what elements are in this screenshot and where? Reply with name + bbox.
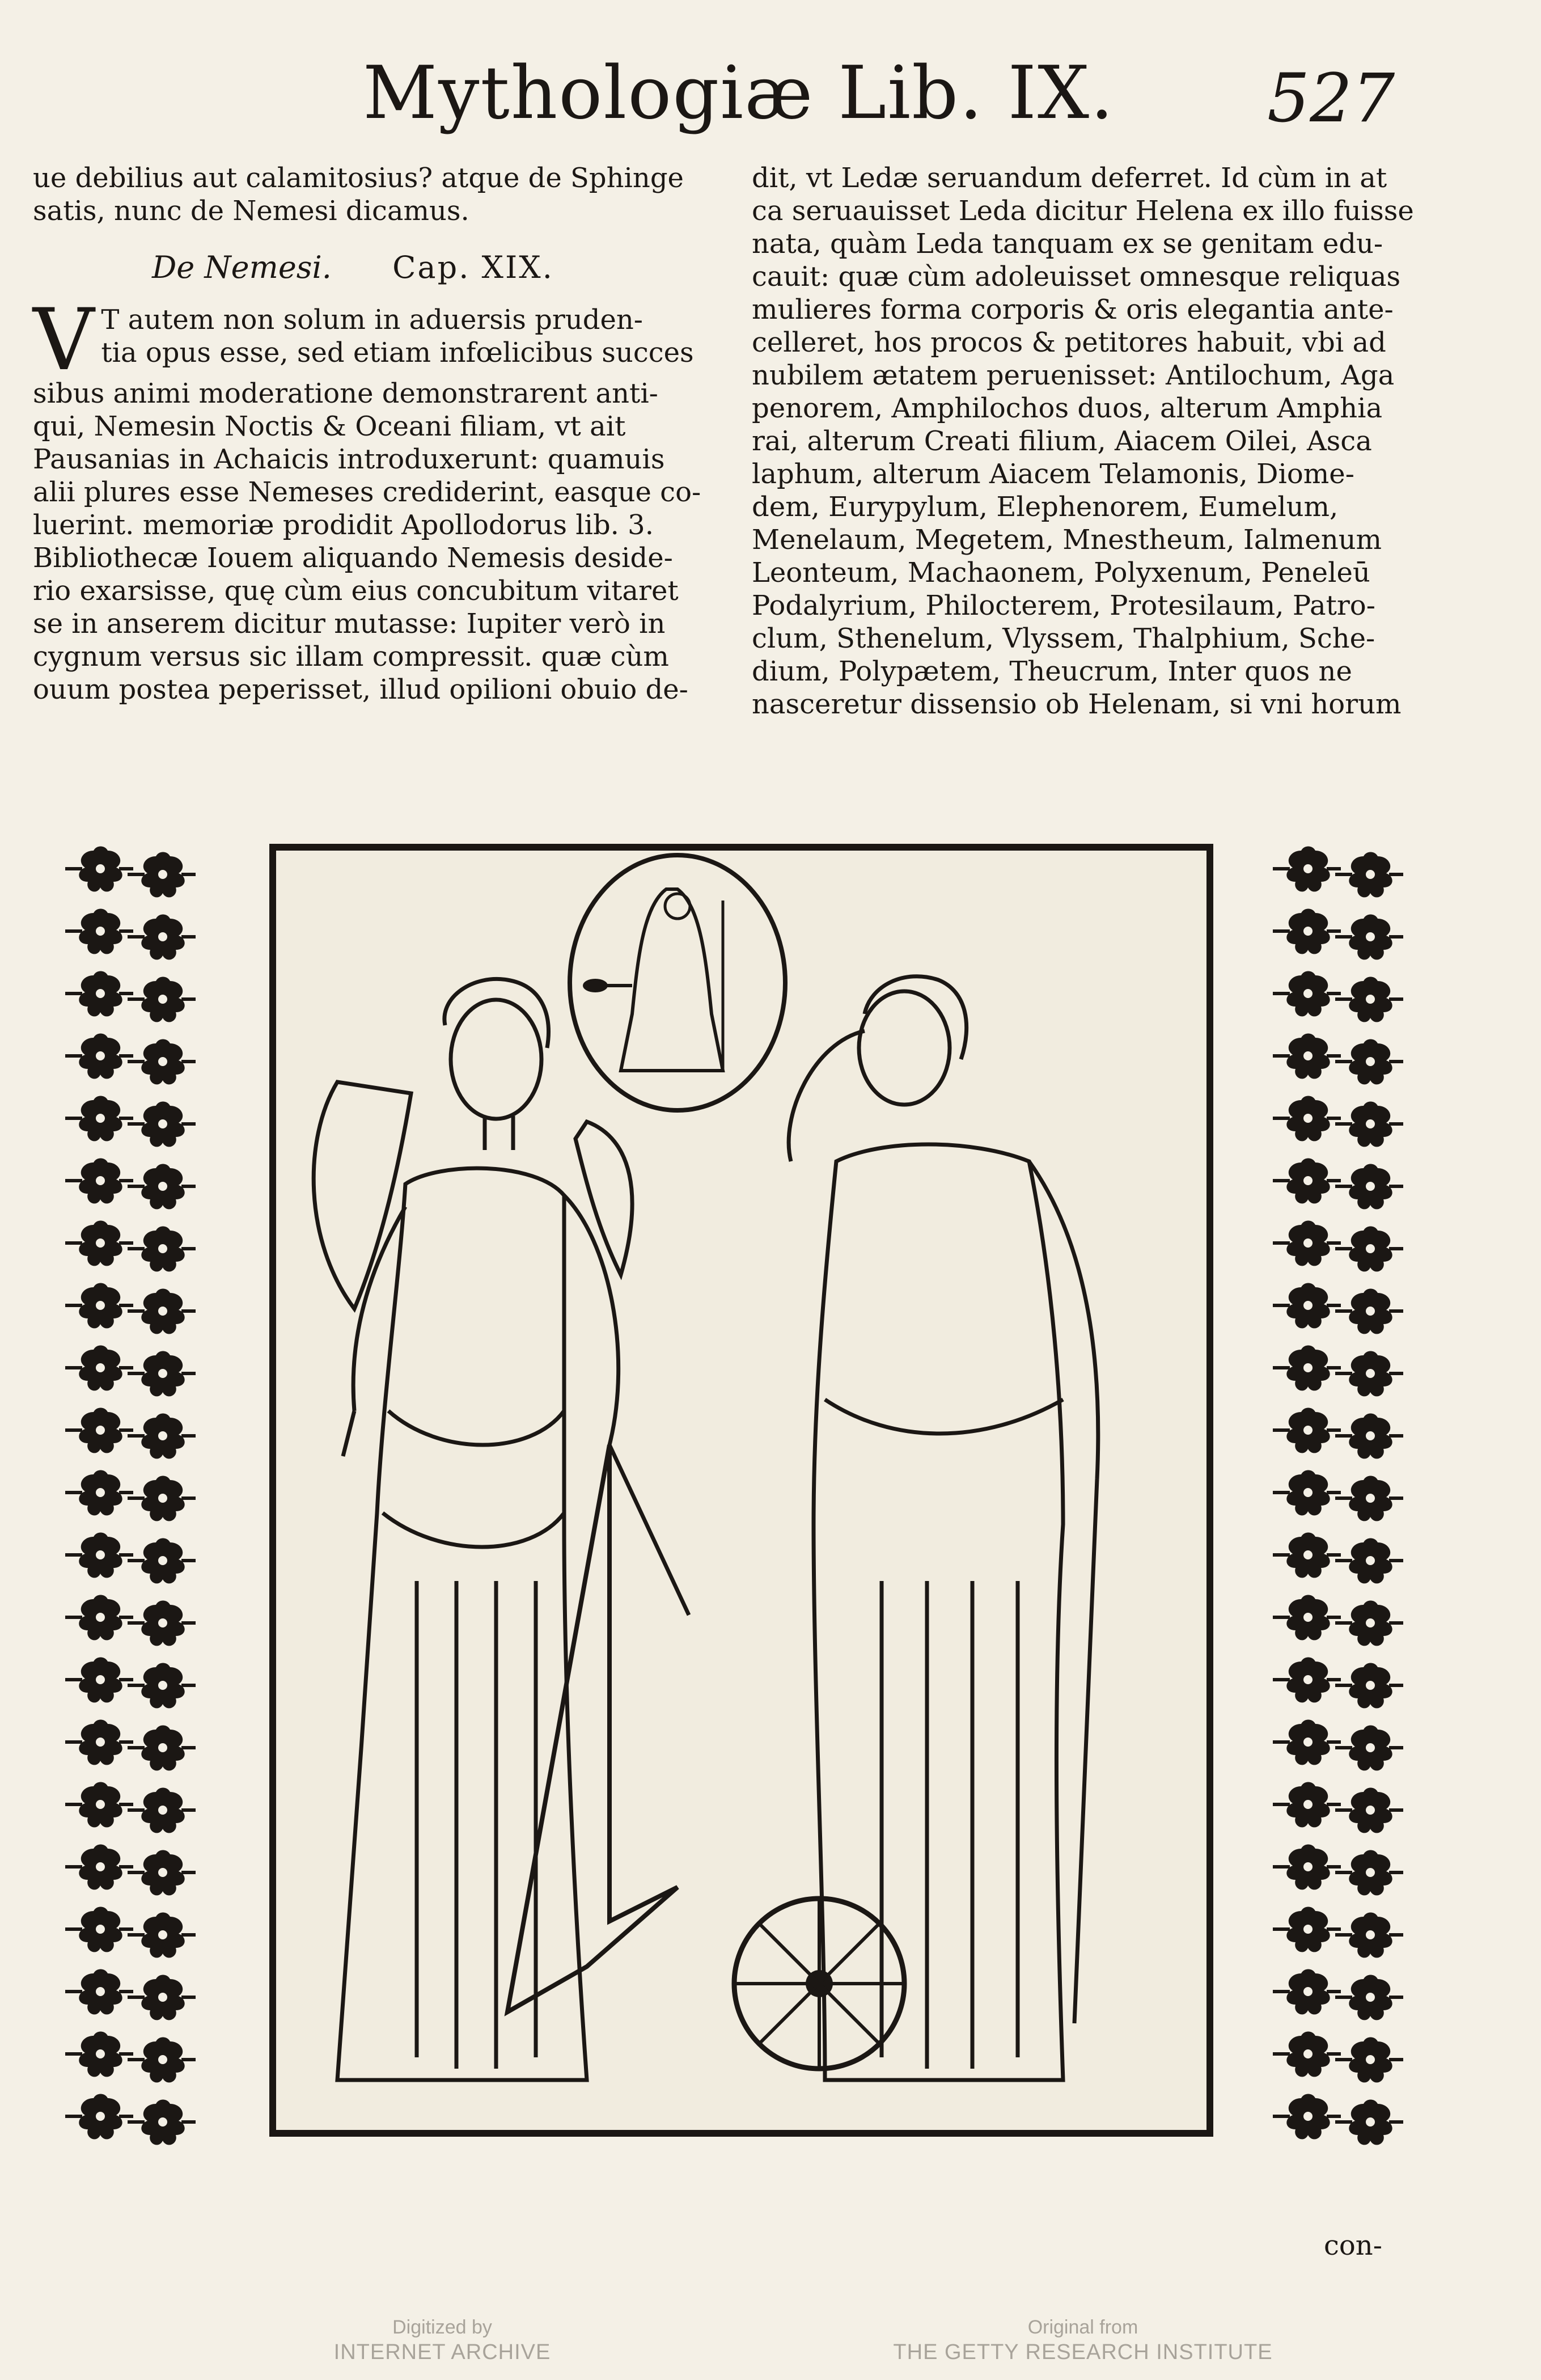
credit-label: Digitized by (392, 2316, 492, 2338)
text-line: tia opus esse, sed etiam infœlicibus succes (101, 337, 694, 369)
text-line: dit, vt Ledæ seruandum deferret. Id cùm in at (752, 162, 1387, 194)
drop-cap: V (33, 291, 95, 390)
text-line: Podalyrium, Philocterem, Protesilaum, Patro- (752, 590, 1375, 622)
credit-source: INTERNET ARCHIVE (333, 2340, 551, 2364)
page-header (0, 51, 1541, 147)
text-line: mulieres forma corporis & oris elegantia ante- (752, 294, 1394, 325)
fleuron-ornament-icon (1267, 845, 1403, 2183)
credit-label: Original from (1027, 2316, 1138, 2338)
text-line: penorem, Amphilochos duos, alterum Amphia (752, 392, 1383, 424)
text-line: rio exarsisse, quę cùm eius concubitum vitaret (33, 575, 679, 607)
text-line: ue debilius aut calamitosius? atque de Sphinge (33, 162, 684, 194)
first-paragraph (33, 291, 722, 390)
running-title: Mythologiæ Lib. IX. (363, 51, 1115, 136)
text-line: celleret, hos procos & petitores habuit, vbi ad (752, 327, 1386, 358)
text-line: ouum postea peperisset, illud opilioni obuio de- (33, 674, 688, 705)
text-line: cygnum versus sic illam compressit. quæ cùm (33, 641, 669, 673)
text-line: laphum, alterum Aiacem Telamonis, Diome- (752, 458, 1354, 490)
text-line: nata, quàm Leda tanquam ex se genitam edu- (752, 228, 1383, 260)
left-text-column (33, 162, 722, 706)
text-line: qui, Nemesin Noctis & Oceani filiam, vt ait (33, 411, 626, 442)
chapter-name: De Nemesi. (152, 250, 332, 285)
text-line: luerint. memoriæ prodidit Apollodorus lib. 3. (33, 509, 654, 541)
page-number: 527 (1267, 59, 1395, 137)
original-from-credit (884, 2315, 1281, 2365)
credit-source: THE GETTY RESEARCH INSTITUTE (893, 2340, 1273, 2364)
catchword: con- (1324, 2230, 1382, 2261)
text-line: T autem non solum in aduersis pruden- (101, 304, 644, 336)
text-line: Leonteum, Machaonem, Polyxenum, Peneleū (752, 557, 1370, 589)
text-line: Menelaum, Megetem, Mnestheum, Ialmenum (752, 524, 1382, 556)
text-line: dem, Eurypylum, Elephenorem, Eumelum, (752, 491, 1339, 523)
chapter-heading (33, 251, 722, 284)
text-line: se in anserem dicitur mutasse: Iupiter verò in (33, 608, 666, 640)
fleuron-border-right (1267, 845, 1403, 2183)
text-line: satis, nunc de Nemesi dicamus. (33, 195, 469, 227)
text-line: sibus animi moderatione demonstrarent anti- (33, 378, 658, 409)
woodcut-nemesis-figures-icon (269, 844, 1213, 2137)
text-line: clum, Sthenelum, Vlyssem, Thalphium, Sche- (752, 623, 1375, 654)
right-text-column (752, 162, 1441, 721)
fleuron-ornament-icon (60, 845, 196, 2183)
text-line: ca seruauisset Leda dicitur Helena ex illo fuisse (752, 195, 1414, 227)
digitized-by-credit (317, 2315, 567, 2365)
text-line: Pausanias in Achaicis introduxerunt: quamuis (33, 443, 665, 475)
woodcut-illustration (269, 844, 1213, 2137)
text-line: alii plures esse Nemeses crediderint, easque co- (33, 476, 701, 508)
text-line: nubilem ætatem peruenisset: Antilochum, Aga (752, 360, 1395, 391)
text-line: nasceretur dissensio ob Helenam, si vni horum (752, 688, 1402, 720)
text-line: dium, Polypætem, Theucrum, Inter quos ne (752, 656, 1352, 687)
text-line: cauit: quæ cùm adoleuisset omnesque reliquas (752, 261, 1401, 293)
text-line: rai, alterum Creati filium, Aiacem Oilei, Asca (752, 425, 1372, 457)
text-line: Bibliothecæ Iouem aliquando Nemesis deside- (33, 542, 673, 574)
chapter-number: Cap. XIX. (392, 250, 554, 285)
fleuron-border-left (60, 845, 196, 2183)
